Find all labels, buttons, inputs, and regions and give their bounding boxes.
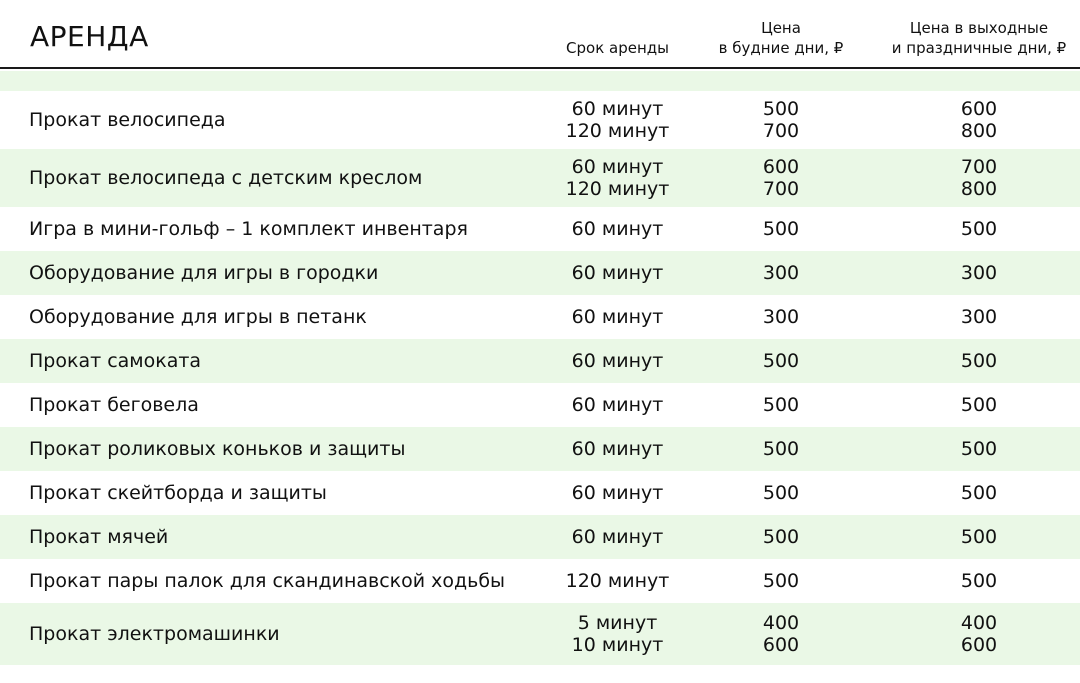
table-row bbox=[0, 251, 1080, 295]
item-name: Прокат пары палок для скандинавской ходьбы bbox=[29, 570, 506, 592]
duration-value: 120 минут bbox=[565, 178, 670, 200]
weekend-price-value: 500 bbox=[960, 482, 998, 504]
weekend-price-value: 500 bbox=[960, 570, 998, 592]
table-row bbox=[0, 515, 1080, 559]
duration-cell bbox=[545, 471, 690, 515]
weekday-price-value: 700 bbox=[762, 120, 800, 142]
weekend-price-cell bbox=[872, 251, 1080, 295]
header-spacer-stripe bbox=[0, 71, 1080, 91]
weekend-price-cell bbox=[872, 603, 1080, 665]
item-name: Прокат велосипеда bbox=[29, 109, 226, 131]
table-header bbox=[0, 0, 1080, 69]
weekend-price-cell bbox=[872, 471, 1080, 515]
table-row bbox=[0, 383, 1080, 427]
table-row bbox=[0, 471, 1080, 515]
weekday-price-value: 500 bbox=[762, 394, 800, 416]
duration-value: 60 минут bbox=[571, 306, 664, 328]
weekday-price-cell bbox=[700, 427, 862, 471]
duration-cell bbox=[545, 339, 690, 383]
weekday-price-cell bbox=[700, 207, 862, 251]
weekend-price-cell bbox=[872, 383, 1080, 427]
item-name: Прокат мячей bbox=[29, 526, 169, 548]
duration-value: 60 минут bbox=[571, 98, 664, 120]
item-name-cell bbox=[29, 91, 549, 149]
page-title: АРЕНДА bbox=[30, 20, 149, 53]
duration-value: 60 минут bbox=[571, 350, 664, 372]
weekday-price-value: 700 bbox=[762, 178, 800, 200]
duration-value: 10 минут bbox=[571, 634, 664, 656]
table-row bbox=[0, 603, 1080, 665]
item-name: Прокат самоката bbox=[29, 350, 202, 372]
column-header-duration-label: Срок аренды bbox=[566, 39, 669, 57]
duration-value: 60 минут bbox=[571, 526, 664, 548]
item-name-cell bbox=[29, 471, 549, 515]
duration-cell bbox=[545, 559, 690, 603]
table-row bbox=[0, 91, 1080, 149]
weekend-price-cell bbox=[872, 295, 1080, 339]
item-name-cell bbox=[29, 207, 549, 251]
weekday-price-cell bbox=[700, 91, 862, 149]
weekend-price-cell bbox=[872, 559, 1080, 603]
price-table-body bbox=[0, 91, 1080, 665]
weekday-price-value: 500 bbox=[762, 482, 800, 504]
duration-value: 60 минут bbox=[571, 482, 664, 504]
table-row bbox=[0, 559, 1080, 603]
table-row bbox=[0, 207, 1080, 251]
weekend-price-value: 700 bbox=[960, 156, 998, 178]
duration-value: 60 минут bbox=[571, 156, 664, 178]
weekend-price-value: 500 bbox=[960, 526, 998, 548]
weekend-price-value: 300 bbox=[960, 262, 998, 284]
duration-cell bbox=[545, 91, 690, 149]
duration-value: 120 минут bbox=[565, 570, 670, 592]
column-header-weekday-line-2: в будние дни, ₽ bbox=[718, 39, 844, 57]
weekday-price-value: 300 bbox=[762, 262, 800, 284]
table-row bbox=[0, 149, 1080, 207]
duration-value: 60 минут bbox=[571, 218, 664, 240]
table-row bbox=[0, 427, 1080, 471]
weekend-price-value: 600 bbox=[960, 98, 998, 120]
weekday-price-cell bbox=[700, 295, 862, 339]
weekday-price-cell bbox=[700, 471, 862, 515]
duration-cell bbox=[545, 207, 690, 251]
weekday-price-cell bbox=[700, 515, 862, 559]
duration-cell bbox=[545, 149, 690, 207]
duration-cell bbox=[545, 603, 690, 665]
item-name: Прокат роликовых коньков и защиты bbox=[29, 438, 406, 460]
column-header-weekend-price bbox=[872, 10, 1080, 58]
weekday-price-value: 500 bbox=[762, 350, 800, 372]
column-header-weekday-price bbox=[700, 10, 862, 58]
weekday-price-cell bbox=[700, 559, 862, 603]
weekend-price-cell bbox=[872, 149, 1080, 207]
weekend-price-value: 500 bbox=[960, 350, 998, 372]
item-name: Прокат беговела bbox=[29, 394, 199, 416]
column-header-weekend-line-1: Цена в выходные bbox=[909, 19, 1049, 37]
weekday-price-value: 600 bbox=[762, 156, 800, 178]
weekday-price-value: 500 bbox=[762, 526, 800, 548]
table-row bbox=[0, 295, 1080, 339]
duration-value: 5 минут bbox=[577, 612, 658, 634]
weekend-price-value: 800 bbox=[960, 178, 998, 200]
weekend-price-cell bbox=[872, 427, 1080, 471]
weekend-price-cell bbox=[872, 339, 1080, 383]
weekend-price-value: 600 bbox=[960, 634, 998, 656]
weekday-price-value: 300 bbox=[762, 306, 800, 328]
item-name-cell bbox=[29, 383, 549, 427]
item-name: Прокат электромашинки bbox=[29, 623, 280, 645]
weekday-price-value: 500 bbox=[762, 570, 800, 592]
item-name-cell bbox=[29, 603, 549, 665]
duration-cell bbox=[545, 251, 690, 295]
item-name-cell bbox=[29, 251, 549, 295]
item-name-cell bbox=[29, 427, 549, 471]
item-name-cell bbox=[29, 295, 549, 339]
table-row bbox=[0, 339, 1080, 383]
item-name-cell bbox=[29, 515, 549, 559]
item-name-cell bbox=[29, 149, 549, 207]
weekday-price-cell bbox=[700, 603, 862, 665]
duration-cell bbox=[545, 295, 690, 339]
item-name: Прокат скейтборда и защиты bbox=[29, 482, 327, 504]
item-name: Игра в мини-гольф – 1 комплект инвентаря bbox=[29, 218, 468, 240]
weekday-price-cell bbox=[700, 339, 862, 383]
weekend-price-cell bbox=[872, 207, 1080, 251]
duration-value: 120 минут bbox=[565, 120, 670, 142]
weekday-price-cell bbox=[700, 149, 862, 207]
column-header-duration bbox=[545, 10, 690, 58]
weekday-price-value: 500 bbox=[762, 98, 800, 120]
column-header-weekend-line-2: и праздничные дни, ₽ bbox=[891, 39, 1067, 57]
item-name-cell bbox=[29, 559, 549, 603]
item-name: Прокат велосипеда с детским креслом bbox=[29, 167, 423, 189]
weekday-price-cell bbox=[700, 383, 862, 427]
duration-value: 60 минут bbox=[571, 262, 664, 284]
weekend-price-value: 400 bbox=[960, 612, 998, 634]
duration-cell bbox=[545, 515, 690, 559]
duration-cell bbox=[545, 383, 690, 427]
weekend-price-value: 500 bbox=[960, 218, 998, 240]
weekend-price-value: 300 bbox=[960, 306, 998, 328]
weekday-price-cell bbox=[700, 251, 862, 295]
duration-cell bbox=[545, 427, 690, 471]
weekday-price-value: 600 bbox=[762, 634, 800, 656]
weekend-price-cell bbox=[872, 515, 1080, 559]
weekday-price-value: 500 bbox=[762, 438, 800, 460]
weekend-price-value: 500 bbox=[960, 394, 998, 416]
weekday-price-value: 500 bbox=[762, 218, 800, 240]
duration-value: 60 минут bbox=[571, 394, 664, 416]
item-name: Оборудование для игры в петанк bbox=[29, 306, 367, 328]
weekend-price-cell bbox=[872, 91, 1080, 149]
weekday-price-value: 400 bbox=[762, 612, 800, 634]
weekend-price-value: 800 bbox=[960, 120, 998, 142]
item-name: Оборудование для игры в городки bbox=[29, 262, 379, 284]
item-name-cell bbox=[29, 339, 549, 383]
column-header-weekday-line-1: Цена bbox=[761, 19, 801, 37]
weekend-price-value: 500 bbox=[960, 438, 998, 460]
duration-value: 60 минут bbox=[571, 438, 664, 460]
